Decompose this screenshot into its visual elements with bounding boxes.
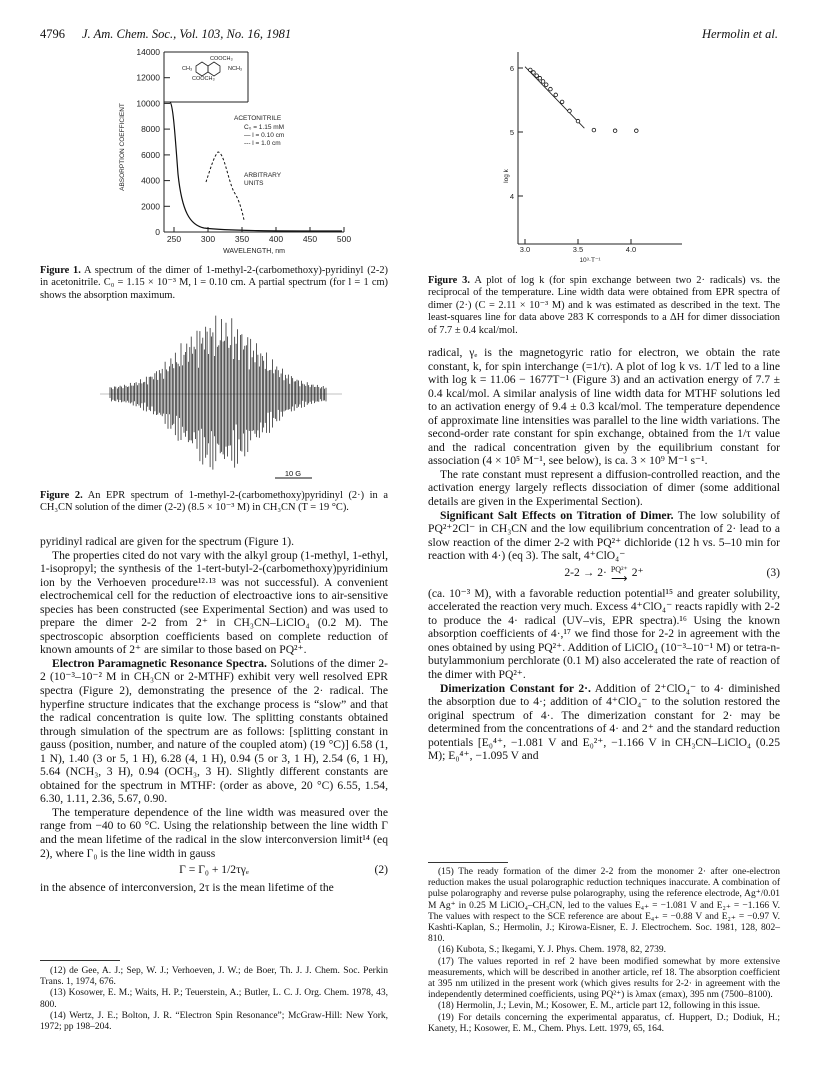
footnote-18: (18) Hermolin, J.; Levin, M.; Kosower, E. M., article part 12, following in this issue. — [438, 1001, 761, 1012]
left-footnotes — [40, 966, 388, 1033]
fig3-data-point — [576, 119, 580, 123]
fig1-spectrum-dashed — [206, 152, 244, 220]
footnote-divider — [40, 960, 120, 961]
fig1-ytick: 2000 — [141, 201, 160, 212]
equation-3-number: (3) — [766, 565, 780, 579]
fig1-arbitrary: ARBITRARY — [244, 172, 282, 179]
paragraph-text: Solutions of the dimer 2-2 (10⁻³–10⁻² M in CH₃CN or 2-MTHF) exhibit very well resolved EPR spectra (Figure 2), demonstrating the presence of the 2· radical. The hyperfine structure indicates that the exchange process is “slow” and that the radical concentration is quite low. The splitting constants obtained through simulation of the spectrum are as follows: [splitting constant in gauss (position, number, and nature of the coupled atom) (19 °C)] 6.58 (1, 1 N), 1.40 (3 or 5, 1 H), 6.28 (4, 1 H), 0.94 (5 or 3, 1 H), 2.54 (6, 1 H), 5.64 (NCH₃, 3 H), 0.94 (OCH₃, 3 H). Slightly different constants are obtained for the spectrum in MTHF: (order as above, 20 °C) 6.55, 1.54, 6.30, 1.11, 2.36, 5.67, 0.90. — [40, 656, 388, 806]
paragraph: in the absence of interconversion, 2τ is the mean lifetime of the — [40, 880, 334, 894]
fig1-xlabel: WAVELENGTH, nm — [223, 248, 285, 255]
fig3-xtick: 3.0 — [519, 245, 531, 254]
paragraph: The properties cited do not vary with the alkyl group (1-methyl, 1-ethyl, 1-isopropyl; the synthesis of the 1-tert-butyl-2-(carbomethoxy)pyridinium ion by the Verhoeven procedure¹²·¹³ was not successful). A convenient electrochemical cell for the reduction of electroactive ions to air-sensitive species has been constructed (see Experimental Section) and was used to prepare the dimer 2-2 from 2⁺ in CH₃CN–LiClO₄ (0.2 M). The spectroscopic absorption coefficients based on complete reduction of known amounts of 2⁺ are similar to those based on PQ²⁺. — [40, 548, 388, 657]
paragraph: radical, γₑ is the magnetogyric ratio for electron, we obtain the rate constant, k, for spin interchange (=1/τ). A plot of log k vs. 1/T led to a line with log k = 11.06 − 1677T⁻¹ (Figure 3) and an activation energy of 7.7 ± 0.4 kcal/mol. A similar analysis of line width data for MTHF solutions led to an activation energy of 9.4 ± 0.3 kcal/mol. The temperature dependence of approximate line intensities was parallel to the line width variations. The second-order rate constant for spin exchange, obtained from the 1/τ value and the radical concentration given by the equilibrium constant for association (4 × 10⁵ M⁻¹, see below), is ca. 3 × 10⁹ M⁻¹ s⁻¹. — [428, 346, 780, 468]
figure-1-absorption-spectrum — [78, 42, 378, 258]
fig1-struct-label: COOCH₃ — [210, 56, 233, 62]
fig3-ylabel: log k — [503, 169, 510, 183]
fig3-caption-text: A plot of log k (for spin exchange between two 2· radicals) vs. the reciprocal of the temperature. Line width data were obtained from EPR spectra of dimer (2·) (C = 2.11 × 10⁻³ M) and k was estimated as described in the text. The least-squares line for data above 283 K corresponds to a ΔH for dimer dissociation of 7.7 ± 0.4 kcal/mol. — [428, 275, 781, 336]
figure-2-caption — [40, 490, 388, 515]
paragraph-epr — [40, 657, 388, 806]
paragraph-salt-effects — [428, 509, 780, 563]
fig1-ytick: 8000 — [141, 124, 160, 135]
fig2-scale-label: 10 G — [284, 469, 302, 478]
right-footnotes — [428, 867, 780, 1035]
fig3-data-point — [568, 109, 572, 113]
fig3-data-point — [535, 74, 539, 78]
fig3-data-point — [592, 128, 596, 132]
fig1-solvent: ACETONITRILE — [234, 115, 282, 122]
footnote-13: (13) Kosower, E. M.; Waits, H. P.; Teuerstein, A.; Butler, L. C. J. Org. Chem. 1978, 43, 800. — [40, 988, 388, 1010]
fig1-struct-label: COOCH₃ — [192, 76, 215, 82]
fig1-xtick: 250 — [166, 234, 182, 244]
paragraph-text: The low solubility of PQ²⁺2Cl⁻ in CH₃CN and the low equilibrium concentration of 2· lead to a slow reaction of the dimer 2-2 with PQ²⁺ dichloride (12 h vs. 5–10 min for reaction with 4·) (eq 3). The salt, 4⁺ClO₄⁻ — [428, 508, 781, 563]
page-number: 4796 — [40, 27, 65, 41]
fig1-caption-label: Figure 1. — [40, 265, 81, 276]
equation-3-reagent: PQ²⁺ — [610, 564, 628, 574]
equation-2 — [40, 863, 388, 877]
fig1-xtick: 500 — [336, 234, 352, 244]
equation-2-number: (2) — [374, 863, 388, 877]
fig1-xtick: 350 — [234, 234, 250, 244]
section-title-salt-effects: Significant Salt Effects on Titration of Dimer. — [440, 508, 674, 522]
footnote-16: (16) Kubota, S.; Ikegami, Y. J. Phys. Chem. 1978, 82, 2739. — [438, 945, 666, 956]
fig1-ytick: 4000 — [141, 175, 160, 186]
fig2-caption-label: Figure 2. — [40, 490, 83, 501]
fig1-ytick: 12000 — [136, 72, 160, 83]
fig1-xtick: 300 — [200, 234, 216, 244]
paragraph-dimerization — [428, 682, 780, 763]
figure-1-caption — [40, 265, 388, 302]
figure-3-arrhenius-plot — [492, 44, 686, 266]
fig3-ytick: 5 — [509, 128, 514, 137]
fig3-ytick: 4 — [509, 192, 514, 201]
fig1-struct-label: CH₃ — [182, 66, 193, 72]
fig3-xtick: 4.0 — [625, 245, 637, 254]
running-authors: Hermolin et al. — [701, 27, 778, 41]
fig3-data-point — [541, 80, 545, 84]
fig2-caption-text: An EPR spectrum of 1-methyl-2-(carbomethoxy)pyridinyl (2·) in a CH₃CN solution of the dimer (2-2) (8.5 × 10⁻³ M) in CH₃CN (T = 19 °C). — [40, 490, 388, 514]
fig3-data-point — [554, 93, 558, 97]
fig1-units: UNITS — [244, 180, 264, 187]
equation-3-left: 2-2 → 2· — [564, 565, 607, 579]
section-title-dimerization: Dimerization Constant for 2·. — [440, 681, 591, 695]
fig3-data-point — [532, 71, 536, 75]
right-column-body — [428, 346, 780, 763]
equation-3-arrow — [611, 566, 628, 583]
arrow-icon: ⟶ — [610, 571, 628, 585]
fig3-data-point — [529, 68, 533, 72]
fig1-xtick: 450 — [302, 234, 318, 244]
paragraph: The temperature dependence of the line width was measured over the range from −40 to 60 °C. Using the relationship between the line width Γ and the mean lifetime of the radical in the slow interconversion limit¹⁴ (eq 2), where Γ₀ is the line width in gauss — [40, 805, 388, 860]
fig1-conc: C₀ = 1.15 mM — [244, 124, 285, 131]
fig3-data-point — [635, 129, 639, 133]
equation-2-body: Γ = Γ₀ + 1/2τγₑ — [179, 863, 249, 877]
fig1-legend-1: — l = 0.10 cm — [244, 132, 285, 139]
fig1-dimer-structure — [196, 62, 220, 76]
fig3-data-point — [544, 83, 548, 87]
figure-2-epr-spectrum — [80, 308, 360, 486]
fig3-data-point — [613, 129, 617, 133]
fig1-caption-text: A spectrum of the dimer of 1-methyl-2-(carbomethoxy)-pyridinyl (2-2) in acetonitrile. C₀ = 1.15 × 10⁻³ M, l = 0.10 cm. A partial spectrum (for l = 1 cm) shows the absorption maximum. — [40, 265, 388, 301]
footnote-12: (12) de Gee, A. J.; Sep, W. J.; Verhoeven, J. W.; de Boer, Th. J. J. Chem. Soc. Perkin Trans. 1, 1974, 676. — [40, 966, 388, 988]
footnote-17: (17) The values reported in ref 2 have been modified somewhat by more extensive measurements, which will be described in another article, ref 18. The absorption coefficient at 395 nm utilized in the present work (which gives results for 2-2· in agreement with the independently determined coefficients, using PQ²⁺) is λmax (εmax), 395 nm (7500–8100). — [428, 956, 780, 1001]
fig1-ytick: 6000 — [141, 149, 160, 160]
fig3-fit-line — [525, 67, 584, 128]
footnote-15: (15) The ready formation of the dimer 2-2 from the monomer 2· after one-electron reduction makes the usual polarographic reduction techniques inaccurate. A combination of pulse polarography and reverse pulse polarography, using the reference electrode, Ag⁺/0.01 M Ag⁺ in 0.25 M LiClO₄–CH₃CN, led to the values E₄₊ = −1.081 V and E₂₊ = −1.166 V. The values with respect to the SCE reference are about E₄₊ = −0.88 V and E₂₊ = −0.97 V. Kashti-Kaplan, S.; Hermolin, J.; Kirowa-Eisner, E. J. Electrochem. Soc. 1981, 128, 802–810. — [428, 867, 780, 945]
journal-citation: J. Am. Chem. Soc., Vol. 103, No. 16, 1981 — [82, 27, 292, 41]
left-column-body — [40, 535, 388, 894]
footnote-19: (19) For details concerning the experimental apparatus, cf. Huppert, D.; Dodiuk, H.; Kanety, H.; Kosower, E. M., Chem. Phys. Lett. 1979, 65, 164. — [428, 1012, 780, 1034]
paragraph: (ca. 10⁻³ M), with a favorable reduction potential¹⁵ and greater solubility, accelerated the reaction very much. Excess 4⁺ClO₄⁻ reacts rapidly with 2-2 to produce the 4· radical (UV–vis, EPR spectra).¹⁶ Using the known absorption coefficients of 4·,¹⁷ we find those for 2-2 in agreement with the ones obtained by using PQ²⁺. Addition of LiClO₄ (10⁻³–10⁻¹ M) or tetra-n-butylammonium perchlorate (0.1 M) also accelerated the rate of reaction of the dimer with PQ²⁺. — [428, 586, 780, 682]
fig1-legend-2: --- l = 1.0 cm — [244, 140, 281, 147]
fig3-xtick: 3.5 — [572, 245, 584, 254]
fig1-xtick: 400 — [268, 234, 284, 244]
section-title-epr: Electron Paramagnetic Resonance Spectra. — [52, 656, 267, 670]
fig3-data-point — [538, 76, 542, 80]
fig1-ytick: 0 — [155, 227, 160, 237]
fig1-ytick: 10000 — [136, 98, 160, 109]
paragraph: pyridinyl radical are given for the spectrum (Figure 1). — [40, 535, 295, 548]
footnote-divider — [428, 862, 508, 863]
footnote-14: (14) Wertz, J. E.; Bolton, J. R. “Electron Spin Resonance”; McGraw-Hill: New York, 1972; pp 198–204. — [40, 1010, 388, 1033]
fig3-data-point — [549, 87, 553, 91]
fig3-data-point — [560, 100, 564, 104]
fig1-ytick: 14000 — [136, 47, 160, 57]
figure-3-caption — [428, 275, 780, 337]
fig3-caption-label: Figure 3. — [428, 275, 470, 286]
fig3-xlabel: 10³·T⁻¹ — [579, 257, 601, 264]
epr-hyperfine-lines — [110, 316, 326, 470]
equation-3 — [428, 566, 780, 583]
fig1-struct-label: NCH₃ — [228, 66, 243, 72]
equation-3-right: 2⁺ — [631, 565, 644, 579]
paragraph-text: Addition of 2⁺ClO₄⁻ to 4· diminished the absorption due to 4·; addition of 4⁺ClO₄⁻ to the solution restored the original spectrum of 4·. The dimerization constant for 2· may be determined from the concentrations of 4· and 2⁺ and the standard reduction potentials [E₀⁴⁺, −1.081 V and E₀²⁺, −1.166 V in CH₃CN–LiClO₄ (0.25 M); E₀⁴⁺, −1.095 V and — [428, 681, 780, 763]
paragraph: The rate constant must represent a diffusion-controlled reaction, and the activation energy largely reflects dissociation of dimer (some additional details are given in the Experimental Section). — [428, 467, 780, 509]
fig3-ytick: 6 — [509, 64, 514, 73]
fig1-ylabel: ABSORPTION COEFFICIENT — [119, 103, 126, 191]
